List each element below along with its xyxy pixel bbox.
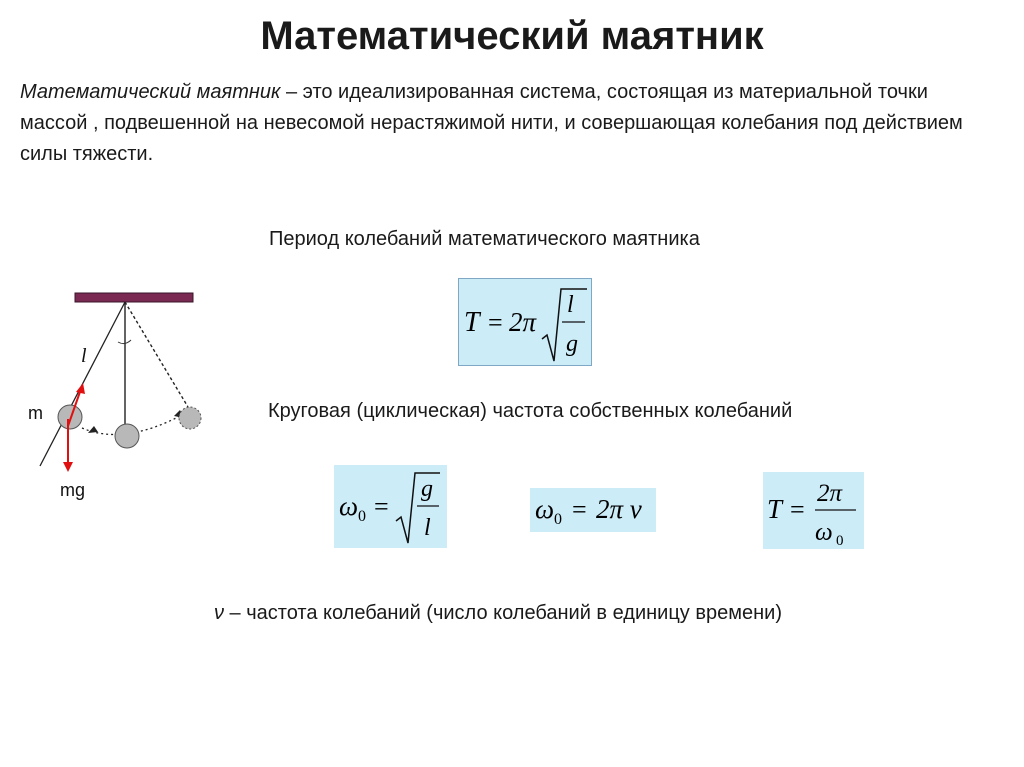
omega-nu-lhs: ω <box>535 494 555 524</box>
string-right-dotted <box>125 302 188 407</box>
omega-nu-rhs: 2π ν <box>596 494 642 524</box>
mass-label: m <box>28 403 43 423</box>
period-omega-den: ω <box>815 519 833 546</box>
bob-left <box>58 405 82 429</box>
bob-center <box>115 424 139 448</box>
omega-root-sub: 0 <box>358 508 366 525</box>
frequency-note-text: – частота колебаний (число колебаний в единицу времени) <box>224 602 782 624</box>
definition-term: Математический маятник <box>20 81 281 103</box>
period-equals: = <box>488 308 503 337</box>
period-omega-formula <box>763 472 864 549</box>
definition-text: – это идеализированная система, состоящая из материальной точки массой , подвешенной на невесомой нерастяжимой нити, и совершающая колебания под действием силы тяжести. <box>20 81 963 165</box>
omega-root-formula <box>334 465 447 548</box>
suspension-bar <box>75 293 193 302</box>
definition-paragraph <box>20 77 980 170</box>
omega-root-den: l <box>424 515 431 541</box>
frequency-heading: Круговая (циклическая) частота собственных колебаний <box>268 400 793 422</box>
bob-right <box>179 407 201 429</box>
nu-symbol: ν <box>214 602 224 624</box>
slide-title: Математический маятник <box>260 14 764 58</box>
length-label: l <box>81 345 87 367</box>
period-den: g <box>566 331 578 357</box>
trajectory-arrow-left <box>88 426 98 433</box>
period-num: l <box>567 292 574 318</box>
weight-label: mg <box>60 480 86 500</box>
frequency-note <box>214 602 782 625</box>
period-omega-num: 2π <box>817 480 843 507</box>
period-omega-den-sub: 0 <box>836 533 844 549</box>
omega-nu-formula <box>530 488 656 532</box>
omega-root-equals: = <box>374 492 389 521</box>
omega-nu-sub: 0 <box>554 511 562 528</box>
period-coef: 2π <box>509 307 537 337</box>
period-omega-equals: = <box>790 495 805 524</box>
omega-root-lhs: ω <box>339 491 359 521</box>
period-heading: Период колебаний математического маятника <box>269 228 700 250</box>
period-formula <box>458 278 592 366</box>
omega-root-num: g <box>421 476 433 502</box>
tension-arrowhead <box>76 383 85 394</box>
period-omega-lhs: T <box>767 494 783 524</box>
sqrt-sign <box>396 473 440 543</box>
omega-nu-equals: = <box>572 495 587 524</box>
weight-arrowhead <box>63 462 73 472</box>
period-lhs: T <box>464 307 480 338</box>
sqrt-sign <box>542 289 587 361</box>
pendulum-diagram <box>24 286 224 516</box>
